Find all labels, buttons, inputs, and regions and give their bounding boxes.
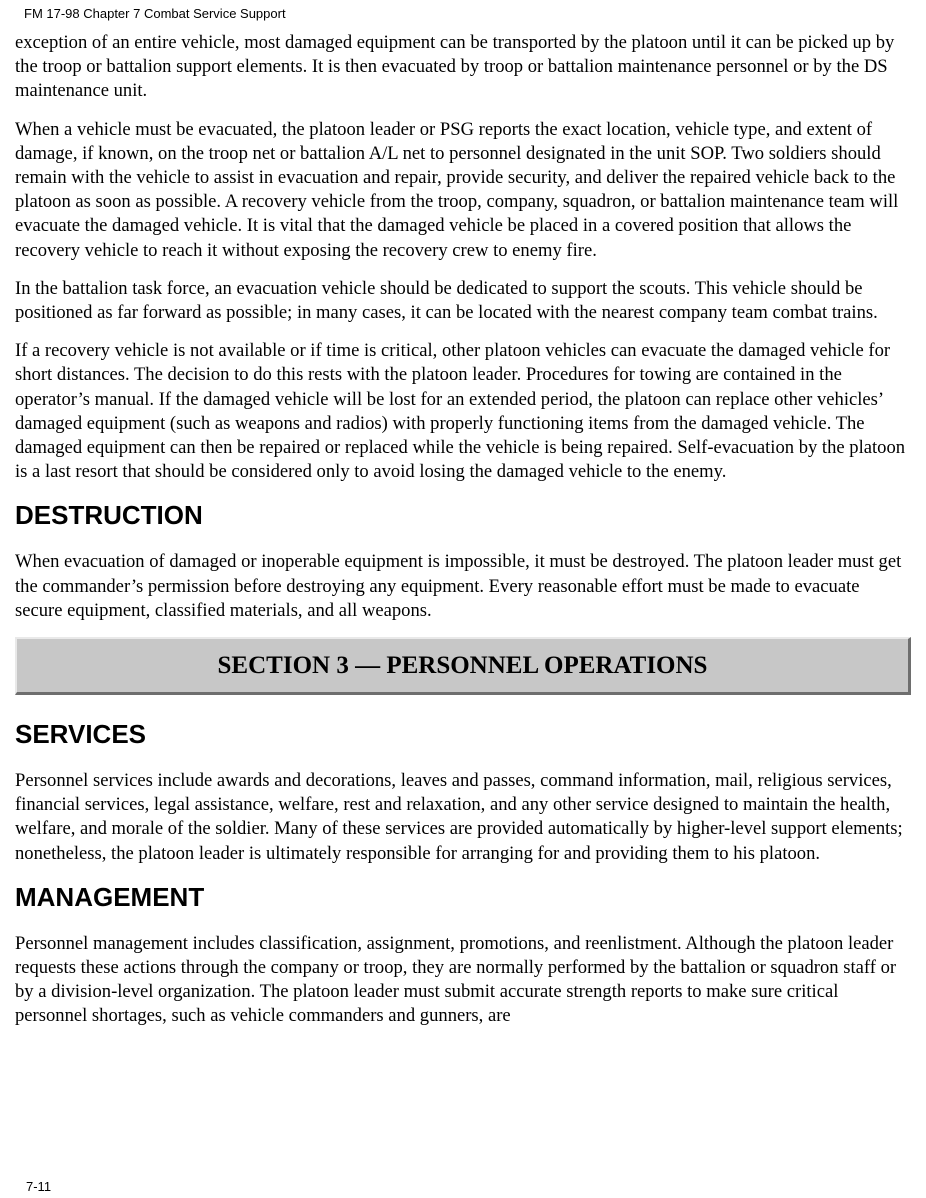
paragraph-evacuation-continued: exception of an entire vehicle, most damaged equipment can be transported by the platoon until it can be picked up by the troop or battalion support elements. It is then evacuated by troop or battalion maintenance personnel or by the DS maintenance unit. [15,32,895,102]
paragraph-recovery-vehicle: If a recovery vehicle is not available or if time is critical, other platoon vehicles can evacuate the damaged vehicle for short distances. The decision to do this rests with the platoon leader. Procedures for towing are contained in the operator’s manual. If the damaged vehicle will be lost for an extended period, the platoon can replace other vehicles’ damaged equipment (such as weapons and radios) with properly functioning items from the damaged vehicle. The damaged equipment can then be repaired or replaced while the vehicle is being repaired. Self-evacuation by the platoon is a last resort that should be considered only to avoid losing the damaged vehicle to the enemy. [15,340,906,483]
section-title: SECTION 3 — PERSONNEL OPERATIONS [217,651,708,679]
heading-services: SERVICES [15,719,147,750]
paragraph-vehicle-evacuation: When a vehicle must be evacuated, the platoon leader or PSG reports the exact location, vehicle type, and extent of damage, if known, on the troop net or battalion A/L net to personnel designated in the unit SOP. Two soldiers should remain with the vehicle to assist in evacuation and repair, provide security, and deliver the repaired vehicle back to the platoon as soon as possible. A recovery vehicle from the troop, company, squadron, or battalion maintenance team will evacuate the damaged vehicle. It is vital that the damaged vehicle be placed in a covered position that allows the recovery vehicle to reach it without exposing the recovery crew to enemy fire. [15,118,899,261]
page-number: 7-11 [26,1179,52,1194]
paragraph-battalion-task-force: In the battalion task force, an evacuation vehicle should be dedicated to support the scouts. This vehicle should be positioned as far forward as possible; in many cases, it can be located with the nearest company team combat trains. [15,277,878,324]
section-banner [15,637,911,695]
heading-destruction: DESTRUCTION [15,500,203,531]
paragraph-destruction: When evacuation of damaged or inoperable equipment is impossible, it must be destroyed. The platoon leader must get the commander’s permission before destroying any equipment. Every reasonable effort must be made to evacuate secure equipment, classified materials, and all weapons. [15,551,902,621]
heading-management: MANAGEMENT [15,881,205,912]
paragraph-services: Personnel services include awards and decorations, leaves and passes, command information, mail, religious services, financial services, legal assistance, welfare, rest and relaxation, and any other service designed to maintain the health, welfare, and morale of the soldier. Many of these services are provided automatically by higher-level support elements; nonetheless, the platoon leader is ultimately responsible for arranging for and providing them to his platoon. [15,770,903,864]
paragraph-management: Personnel management includes classification, assignment, promotions, and reenlistment. Although the platoon leader requests these actions through the company or troop, they are normally performed by the battalion or squadron staff or by a division-level organization. The platoon leader must submit accurate strength reports to make sure critical personnel shortages, such as vehicle commanders and gunners, are [15,932,897,1027]
document-body [15,31,911,1043]
running-header: FM 17-98 Chapter 7 Combat Service Support [24,6,286,21]
